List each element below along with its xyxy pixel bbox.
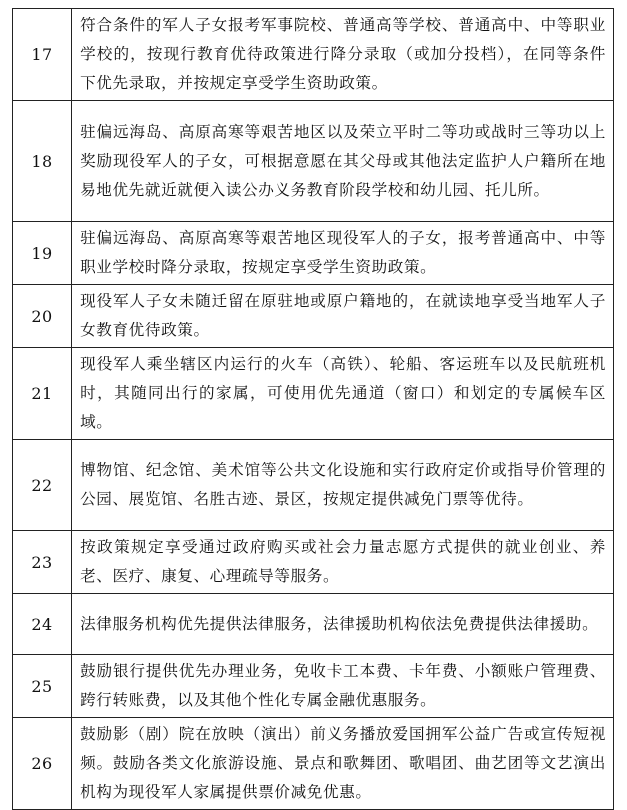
table-row	[13, 101, 614, 222]
row-text: 现役军人子女未随迁留在原驻地或原户籍地的，在就读地享受当地军人子女教育优待政策。	[72, 285, 614, 348]
row-text: 符合条件的军人子女报考军事院校、普通高等学校、普通高中、中等职业学校的，按现行教育优待政策进行降分录取（或加分投档），在同等条件下优先录取，并按规定享受学生资助政策。	[72, 9, 614, 101]
row-text: 按政策规定享受通过政府购买或社会力量志愿方式提供的就业创业、养老、医疗、康复、心理疏导等服务。	[72, 531, 614, 594]
row-text: 驻偏远海岛、高原高寒等艰苦地区以及荣立平时二等功或战时三等功以上奖励现役军人的子女，可根据意愿在其父母或其他法定监护人户籍所在地易地优先就近就便入读公办义务教育阶段学校和幼儿园、托儿所。	[72, 101, 614, 222]
table-row	[13, 222, 614, 285]
row-number: 17	[13, 9, 72, 101]
row-number: 26	[13, 718, 72, 810]
table-row	[13, 718, 614, 810]
row-text: 法律服务机构优先提供法律服务，法律援助机构依法免费提供法律援助。	[72, 594, 614, 655]
table-row	[13, 440, 614, 531]
row-number: 24	[13, 594, 72, 655]
row-number: 21	[13, 348, 72, 440]
row-text: 博物馆、纪念馆、美术馆等公共文化设施和实行政府定价或指导价管理的公园、展览馆、名胜古迹、景区，按规定提供减免门票等优待。	[72, 440, 614, 531]
row-number: 23	[13, 531, 72, 594]
table-row	[13, 9, 614, 101]
row-number: 18	[13, 101, 72, 222]
row-number: 22	[13, 440, 72, 531]
table-row	[13, 655, 614, 718]
row-number: 19	[13, 222, 72, 285]
row-text: 驻偏远海岛、高原高寒等艰苦地区现役军人的子女，报考普通高中、中等职业学校时降分录取，按规定享受学生资助政策。	[72, 222, 614, 285]
table-row	[13, 348, 614, 440]
row-number: 25	[13, 655, 72, 718]
table-row	[13, 531, 614, 594]
row-text: 现役军人乘坐辖区内运行的火车（高铁）、轮船、客运班车以及民航班机时，其随同出行的家属，可使用优先通道（窗口）和划定的专属候车区域。	[72, 348, 614, 440]
row-number: 20	[13, 285, 72, 348]
table-row	[13, 285, 614, 348]
row-text: 鼓励银行提供优先办理业务，免收卡工本费、卡年费、小额账户管理费、跨行转账费，以及其他个性化专属金融优惠服务。	[72, 655, 614, 718]
benefits-table	[12, 8, 614, 810]
table-row	[13, 594, 614, 655]
row-text: 鼓励影（剧）院在放映（演出）前义务播放爱国拥军公益广告或宣传短视频。鼓励各类文化旅游设施、景点和歌舞团、歌唱团、曲艺团等文艺演出机构为现役军人家属提供票价减免优惠。	[72, 718, 614, 810]
